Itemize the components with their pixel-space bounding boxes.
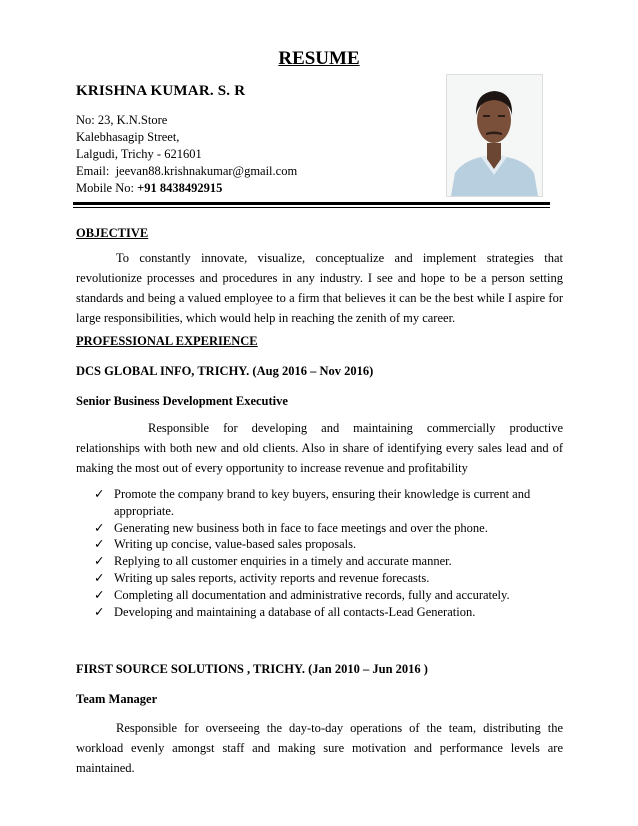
- objective-text: To constantly innovate, visualize, conceptualize and implement strategies that revolutionize processes and procedures in any industry. I see and hope to be a person setting standards and being a valued employee to a firm that believes it can be the best while I aspire for large responsibilities, which would help in reaching the zenith of my career.: [76, 251, 563, 325]
- checkmark-icon: ✓: [94, 554, 105, 569]
- email-address[interactable]: jeevan88.krishnakumar@gmail.com: [115, 164, 298, 178]
- list-item: ✓ Promote the company brand to key buyers, ensuring their knowledge is current and appropriate.: [94, 487, 531, 518]
- email-line: [76, 163, 297, 180]
- job-1-company: DCS GLOBAL INFO, TRICHY. (Aug 2016 – Nov 2016): [76, 364, 374, 378]
- checkmark-icon: ✓: [94, 570, 105, 585]
- list-item: ✓ Developing and maintaining a database of all contacts-Lead Generation.: [94, 604, 476, 619]
- email-label: Email:: [76, 164, 110, 178]
- job-1-role: Senior Business Development Executive: [76, 394, 288, 408]
- checkmark-icon: ✓: [94, 537, 105, 552]
- page-title: RESUME: [278, 48, 360, 69]
- address-line-3: Lalgudi, Trichy - 621601: [76, 147, 202, 161]
- list-item: ✓ Writing up sales reports, activity reports and revenue forecasts.: [94, 570, 430, 585]
- checkmark-icon: ✓: [94, 487, 105, 501]
- mobile-number: +91 8438492915: [137, 181, 223, 195]
- checkmark-icon: ✓: [94, 520, 105, 535]
- candidate-name: KRISHNA KUMAR. S. R: [76, 83, 246, 99]
- objective-heading: OBJECTIVE: [76, 226, 149, 240]
- job-2-description: Responsible for overseeing the day-to-day operations of the team, distributing the workload evenly amongst staff and making sure motivation and performance levels are maintained.: [76, 721, 563, 775]
- job-2-company: FIRST SOURCE SOLUTIONS , TRICHY. (Jan 2010 – Jun 2016 ): [76, 662, 428, 676]
- header-divider-thin: [73, 207, 550, 208]
- job-2-role: Team Manager: [76, 692, 158, 706]
- address-line-2: Kalebhasagip Street,: [76, 130, 180, 144]
- experience-heading: PROFESSIONAL EXPERIENCE: [76, 334, 258, 348]
- header-divider-thick: [73, 202, 550, 205]
- checkmark-icon: ✓: [94, 604, 105, 619]
- checkmark-icon: ✓: [94, 587, 105, 602]
- list-item: ✓ Writing up concise, value-based sales proposals.: [94, 537, 357, 552]
- address-line-1: No: 23, K.N.Store: [76, 113, 168, 127]
- profile-photo: [446, 74, 543, 197]
- mobile-label: Mobile No:: [76, 181, 134, 195]
- list-item: ✓ Generating new business both in face to face meetings and over the phone.: [94, 520, 488, 535]
- job-1-description: Responsible for developing and maintaining commercially productive relationships with both new and old clients. Also in share of identifying every sales lead and of making the most out of every opportunity to increase revenue and profitability: [76, 421, 563, 475]
- list-item: ✓ Completing all documentation and administrative records, fully and accurately.: [94, 587, 510, 602]
- mobile-line: [76, 180, 222, 197]
- job-1-responsibilities: [94, 486, 564, 620]
- list-item: ✓ Replying to all customer enquiries in a timely and accurate manner.: [94, 554, 452, 569]
